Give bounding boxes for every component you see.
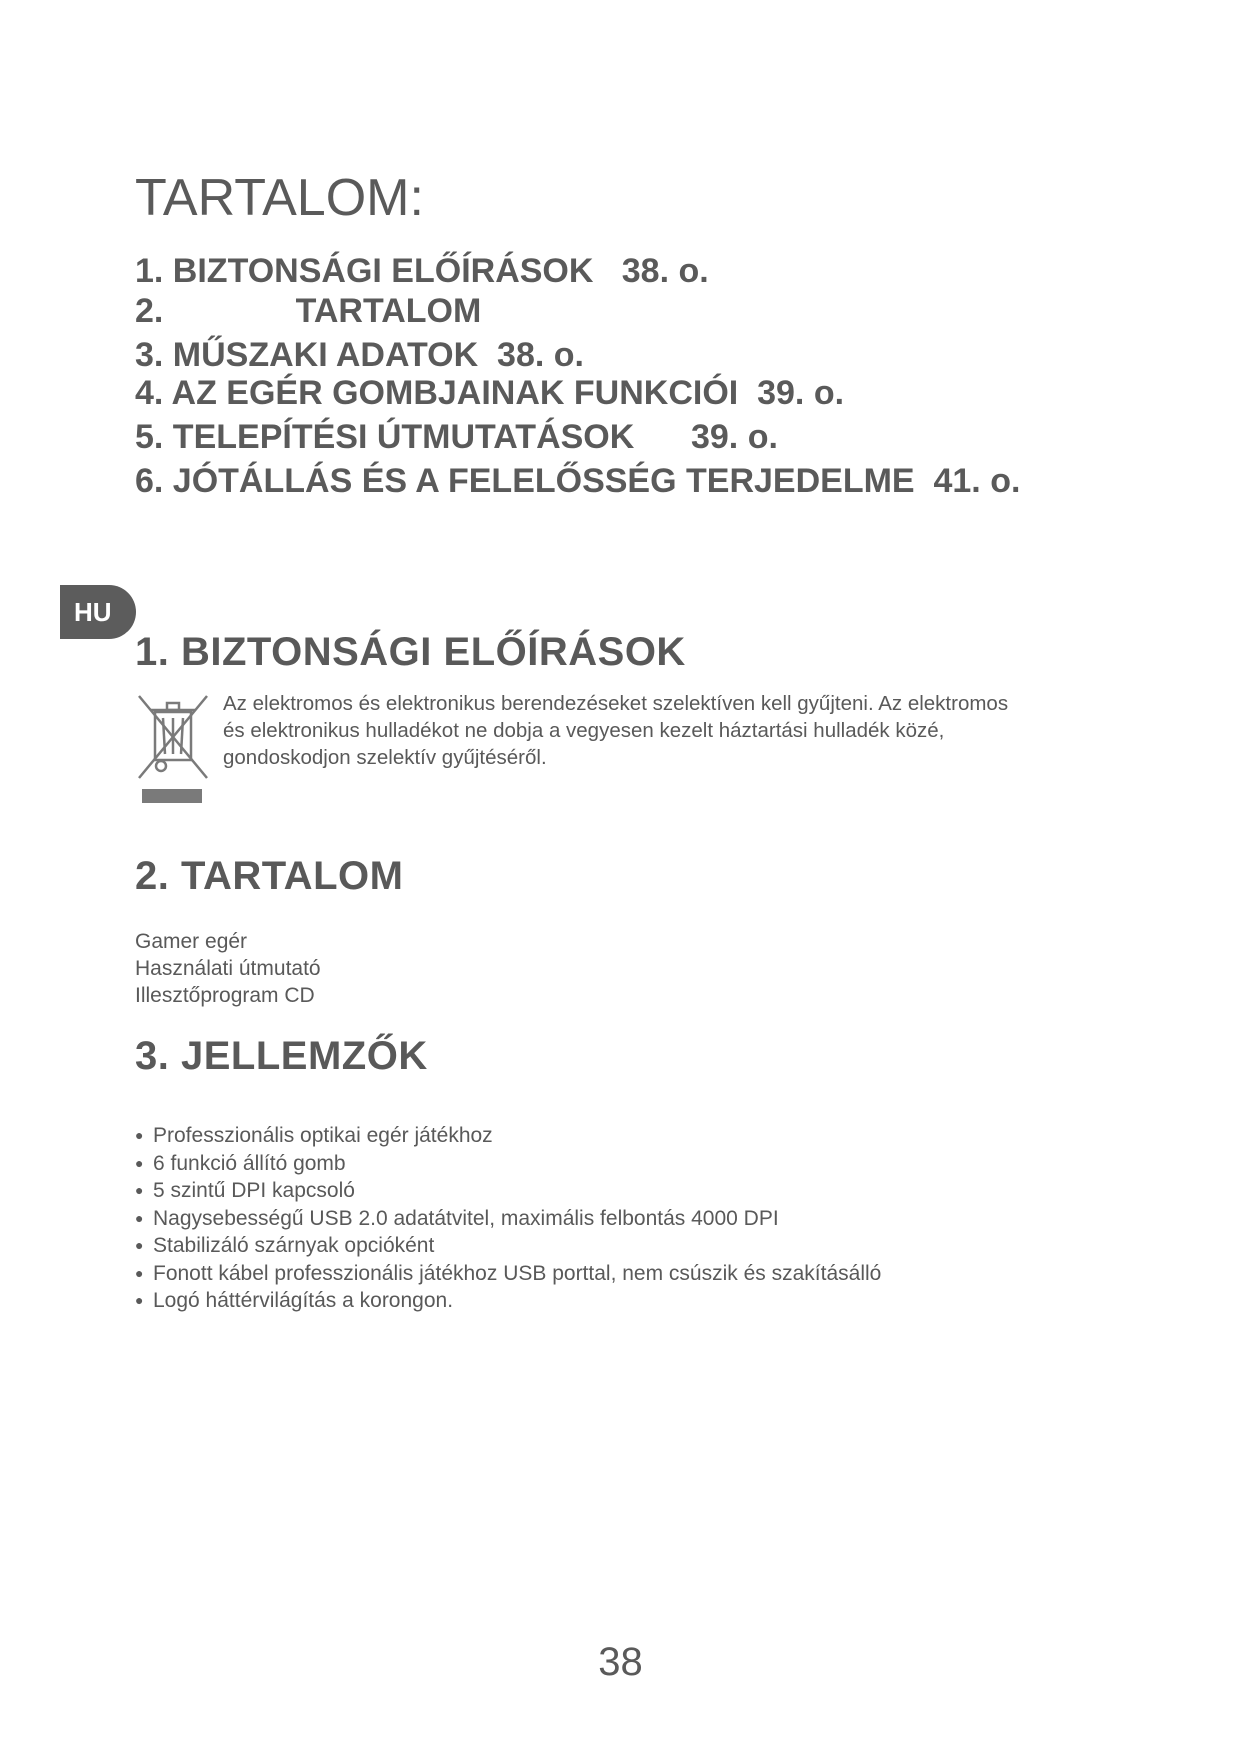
section-title-features: 3. JELLEMZŐK bbox=[135, 1034, 428, 1078]
toc-item: 4. AZ EGÉR GOMBJAINAK FUNKCIÓI 39. o. bbox=[135, 374, 845, 412]
weee-crossed-bin-icon bbox=[135, 690, 211, 805]
list-item: ● Logó háttérvilágítás a korongon. bbox=[135, 1287, 881, 1315]
safety-line: és elektronikus hulladékot ne dobja a vegyesen kezelt háztartási hulladék közé, bbox=[223, 719, 945, 742]
list-item: ● 6 funkció állító gomb bbox=[135, 1150, 881, 1178]
list-item: ● Stabilizáló szárnyak opcióként bbox=[135, 1232, 881, 1260]
section-title-contents: 2. TARTALOM bbox=[135, 854, 404, 898]
list-item: Gamer egér bbox=[135, 930, 248, 953]
list-item: ● Fonott kábel professzionális játékhoz USB porttal, nem csúszik és szakításálló bbox=[135, 1260, 881, 1288]
safety-line: Az elektromos és elektronikus berendezéseket szelektíven kell gyűjteni. Az elektromos bbox=[223, 692, 1009, 715]
contents-list bbox=[135, 928, 321, 1009]
list-item: ● Nagysebességű USB 2.0 adatátvitel, maximális felbontás 4000 DPI bbox=[135, 1205, 881, 1233]
toc-item: 1. BIZTONSÁGI ELŐÍRÁSOK 38. o. bbox=[135, 252, 709, 290]
safety-paragraph bbox=[223, 690, 1103, 771]
toc-item: 3. MŰSZAKI ADATOK 38. o. bbox=[135, 336, 584, 374]
language-tab: HU bbox=[60, 585, 136, 639]
features-list bbox=[135, 1122, 881, 1315]
page-number: 38 bbox=[598, 1640, 643, 1684]
list-item: ● Professzionális optikai egér játékhoz bbox=[135, 1122, 881, 1150]
list-item: Illesztőprogram CD bbox=[135, 984, 315, 1007]
toc-heading: TARTALOM: bbox=[135, 169, 424, 227]
list-item: ● 5 szintű DPI kapcsoló bbox=[135, 1177, 881, 1205]
toc-item: 2. TARTALOM bbox=[135, 292, 482, 330]
toc-item: 5. TELEPÍTÉSI ÚTMUTATÁSOK 39. o. bbox=[135, 418, 778, 456]
safety-line: gondoskodjon szelektív gyűjtéséről. bbox=[223, 746, 547, 769]
section-title-safety: 1. BIZTONSÁGI ELŐÍRÁSOK bbox=[135, 630, 686, 674]
toc-item: 6. JÓTÁLLÁS ÉS A FELELŐSSÉG TERJEDELME 41. o. bbox=[135, 462, 1021, 500]
list-item: Használati útmutató bbox=[135, 957, 321, 980]
